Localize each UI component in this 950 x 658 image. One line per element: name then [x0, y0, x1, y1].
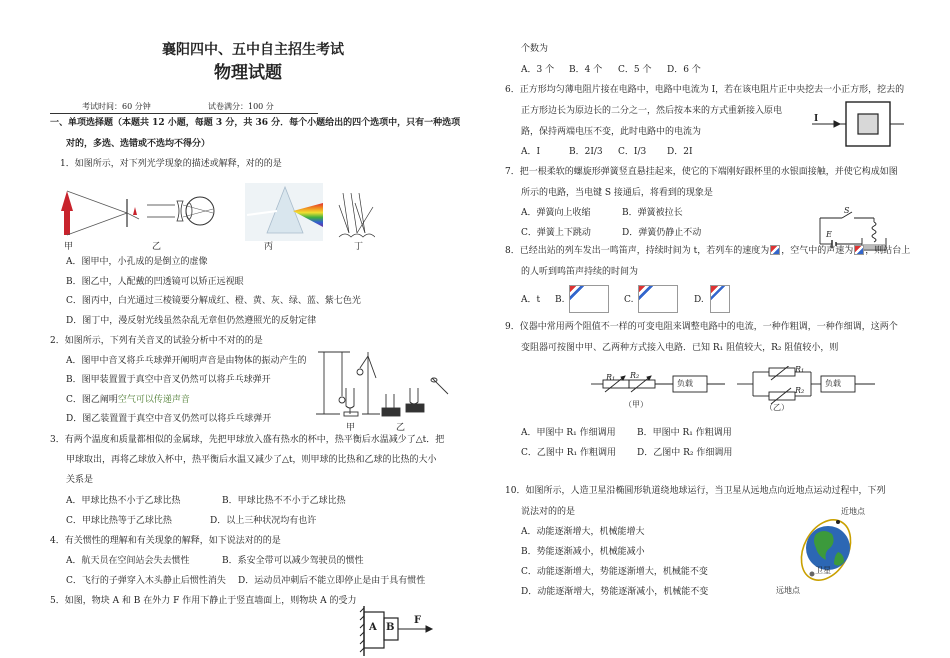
q5-block-b-label: B — [386, 622, 395, 633]
section-heading: 一、单项选择题（本题共 12 小题，每题 3 分，共 36 分．每个小题给出的四个选项中，只有一种选项 — [50, 118, 461, 128]
q7-option-d: D．弹簧仍静止不动 — [622, 228, 702, 238]
q4-option-b: B．系安全带可以减少驾驶员的惯性 — [222, 556, 364, 566]
q5-stem: 5．如图，物块 A 和 B 在外力 F 作用下静止于竖直墙面上，则物块 A 的受力 — [50, 596, 357, 606]
q7-switch-label: S — [844, 206, 850, 215]
q2-option-a: A．图甲中音叉将乒乓球弹开阐明声音是由物体的振动产生的 — [66, 356, 307, 366]
q8-option-c-formula-image — [638, 285, 678, 313]
q10-apogee-label: 近地点 — [841, 507, 865, 516]
q5-option-b: B．4 个 — [569, 65, 603, 75]
q1-fig-label-bing: 丙 — [264, 242, 274, 252]
q1-stem: 1．如图所示，对下列光学现象的描述或解释，对的的是 — [60, 159, 282, 169]
q9-option-b: B．甲图中 R₁ 作粗调用 — [637, 428, 732, 438]
q2-option-b: B．图甲装置置于真空中音叉仍然可以将乒乓球弹开 — [66, 375, 271, 385]
q5-stem-cont: 个数为 — [521, 44, 549, 54]
q6-option-a: A．I — [521, 147, 541, 157]
prism-figure — [245, 183, 323, 241]
q4-option-a: A．航天员在空间站会失去惯性 — [66, 556, 190, 566]
q7-option-a: A．弹簧向上收缩 — [521, 208, 591, 218]
q10-satellite-orbit-figure — [788, 508, 868, 588]
q10-satellite-label: 卫星 — [815, 566, 831, 575]
q9-yi-r1-label: R₁ — [795, 365, 805, 374]
q9-option-c: C．乙图中 R₁ 作粗调用 — [521, 448, 616, 458]
q9-jia-load-label: 负载 — [677, 379, 693, 388]
q6-option-b: B．2I/3 — [569, 147, 603, 157]
q2-tuning-fork-figure — [310, 348, 460, 420]
q8-line1-a: 8．已经出站的列车发出一鸣笛声，持续时间为 t，若列车的速度为 — [505, 246, 770, 256]
q7-battery-label: E — [826, 230, 832, 239]
q9-yi-caption: （乙） — [765, 403, 789, 412]
q9-yi-r2-label: R₂ — [795, 386, 805, 395]
q8-option-b-formula-image — [569, 285, 609, 313]
q1-option-c: C．图丙中，白光通过三棱镜要分解成红、橙、黄、灰、绿、蓝、紫七色光 — [66, 296, 361, 306]
q10-option-d: D．动能逐渐增大，势能逐渐减小，机械能不变 — [521, 587, 709, 597]
q3-option-a: A．甲球比热不小于乙球比热 — [66, 496, 181, 506]
q9-jia-r1-label: R₁ — [606, 373, 616, 382]
q8-line1-c: ，则站台上 — [865, 246, 911, 256]
score-label: 试卷满分：100 分 — [208, 102, 274, 111]
q9-option-a: A．甲图中 R₁ 作细调用 — [521, 428, 616, 438]
q8-line1-b: ，空气中的声速为 — [781, 246, 854, 256]
q1-option-d: D．图丁中，漫反射光线虽然杂乱无章但仍然遵照光的反射定律 — [66, 316, 317, 326]
q5-option-a: A．3 个 — [521, 65, 555, 75]
q2-option-c — [66, 396, 190, 405]
q2-fig-label-jia: 甲 — [346, 423, 356, 433]
header-rule — [50, 113, 318, 114]
q9-option-d: D．乙图中 R₂ 作细调用 — [637, 448, 733, 458]
q6-line1: 6．正方形均匀薄电阻片接在电路中，电路中电流为 I，若在该电阻片正中央挖去一小正方形，挖去的 — [505, 85, 905, 95]
q3-line2: 甲球取出，再将乙球放入杯中，热平衡后水温又减少了△t，则甲球的比热和乙球的比热的大小 — [66, 455, 437, 465]
q1-fig-label-ding: 丁 — [354, 242, 364, 252]
q4-option-d: D．运动员冲刺后不能立即停止是由于具有惯性 — [238, 576, 426, 586]
q7-line1: 7．把一根柔软的螺旋形弹簧竖直悬挂起来，使它的下端刚好跟杯里的水银面接触，并使它构成如图 — [505, 167, 898, 177]
q8-line2: 的人听到鸣笛声持续的时间为 — [521, 267, 639, 277]
eye-lens-figure — [147, 197, 214, 225]
q6-option-d: D．2I — [667, 147, 693, 157]
v2-formula-image — [854, 245, 864, 255]
q8-line1 — [505, 245, 910, 256]
q9-jia-r2-label: R₂ — [630, 371, 640, 380]
school-title: 襄阳四中、五中自主招生考试 — [162, 42, 344, 58]
q8-option-d: D. — [694, 295, 704, 305]
q2-option-c-highlight: 空气可以传递声音 — [117, 395, 190, 405]
q5-option-d: D．6 个 — [667, 65, 701, 75]
q8-option-d-formula-image — [710, 285, 730, 313]
q3-line1: 3．有两个温度和质量都相似的金属球，先把甲球放入盛有热水的杯中，热平衡后水温减少了△t．把 — [50, 435, 445, 445]
q9-yi-load-label: 负载 — [825, 379, 841, 388]
q6-line2: 正方形边长为原边长的二分之一，然后按本来的方式重新接入原电 — [521, 106, 783, 116]
pinhole-figure — [61, 191, 139, 235]
q8-option-c: C. — [624, 295, 634, 305]
diffuse-reflection-figure — [339, 193, 375, 237]
v1-formula-image — [770, 245, 780, 255]
q5-option-c: C．5 个 — [618, 65, 652, 75]
q10-line1: 10．如图所示，人造卫星沿椭圆形轨道绕地球运行，当卫星从远地点向近地点运动过程中，下列 — [505, 486, 886, 496]
q10-option-c: C．动能逐渐增大，势能逐渐增大，机械能不变 — [521, 567, 708, 577]
q3-line3: 关系是 — [66, 475, 94, 485]
time-label: 考试时间：60 分钟 — [82, 102, 151, 111]
q3-option-d: D．以上三种状况均有也许 — [210, 516, 317, 526]
q4-stem: 4．有关惯性的理解和有关现象的解释，如下说法对的的是 — [50, 536, 281, 546]
q1-option-a: A．图甲中，小孔成的是倒立的虚像 — [66, 257, 208, 267]
q6-current-label: I — [814, 114, 819, 124]
q4-option-c: C．飞行的子弹穿入木头静止后惯性消失 — [66, 576, 226, 586]
q5-force-label: F — [414, 615, 422, 626]
q7-line2: 所示的电路，当电键 S 接通后，将看到的现象是 — [521, 188, 713, 198]
q1-fig-label-jia: 甲 — [64, 242, 74, 252]
q10-option-b: B．势能逐渐减小，机械能减小 — [521, 547, 645, 557]
q3-option-b: B．甲球比热不不小于乙球比热 — [222, 496, 346, 506]
q1-fig-label-yi: 乙 — [152, 242, 162, 252]
section-heading-cont: 对的，多选、选错或不选均不得分） — [66, 139, 211, 149]
q5-block-a-label: A — [369, 622, 377, 633]
q7-option-c: C．弹簧上下跳动 — [521, 228, 591, 238]
q2-option-c-prefix: C．图乙阐明 — [66, 395, 118, 405]
q1-figures — [55, 183, 375, 245]
q10-option-a: A．动能逐渐增大，机械能增大 — [521, 527, 645, 537]
q2-fig-label-yi: 乙 — [396, 423, 406, 433]
q6-resistor-sheet-figure — [812, 98, 904, 154]
q10-line2: 说法对的的是 — [521, 507, 576, 517]
q6-line3: 路，保持两端电压不变，此时电路中的电流为 — [521, 127, 702, 137]
q9-line2: 变阻器可按图中甲、乙两种方式接入电路．已知 R₁ 阻值较大，R₂ 阻值较小，则 — [521, 343, 839, 353]
q1-option-b: B．图乙中，人配戴的凹透镜可以矫正远视眼 — [66, 277, 244, 287]
q10-perigee-label: 远地点 — [776, 586, 800, 595]
q9-jia-caption: （甲） — [624, 400, 648, 409]
q7-option-b: B．弹簧被拉长 — [622, 208, 683, 218]
q8-option-b: B. — [555, 295, 565, 305]
subject-title: 物理试题 — [214, 63, 282, 83]
q8-option-a: A．t — [521, 295, 541, 305]
q2-option-d: D．图乙装置置于真空中音叉仍然可以将乒乓球弹开 — [66, 414, 272, 424]
q3-option-c: C．甲球比热等于乙球比热 — [66, 516, 172, 526]
q9-line1: 9．仪器中常用两个阻值不一样的可变电阻来调整电路中的电流，一种作粗调，一种作细调，这两个 — [505, 322, 898, 332]
q6-option-c: C．I/3 — [618, 147, 647, 157]
q2-stem: 2．如图所示，下列有关音叉的试验分析中不对的的是 — [50, 336, 263, 346]
